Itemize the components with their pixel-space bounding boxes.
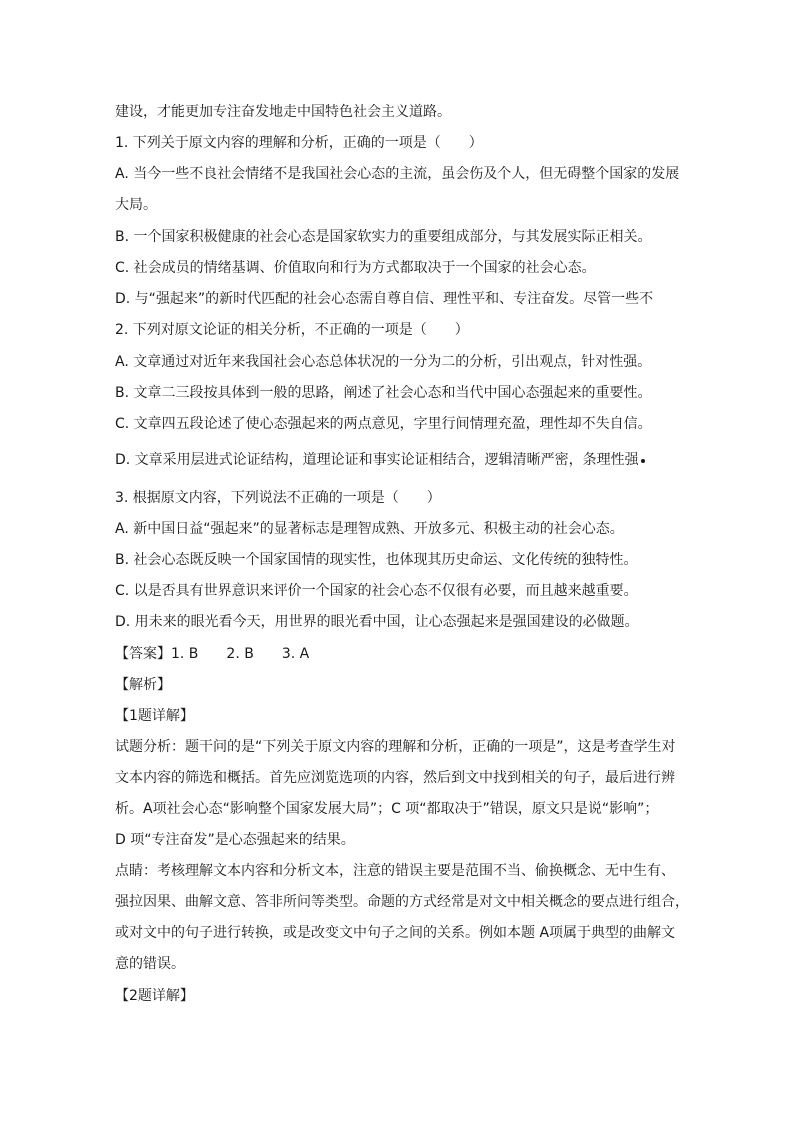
dianjing-line-1: 点睛：考核理解文本内容和分析文本，注意的错误主要是范围不当、偷换概念、无中生有、	[115, 863, 675, 879]
question-1-option-a-cont: 大局。	[115, 197, 157, 213]
question-1-option-a: A. 当今一些不良社会情绪不是我国社会心态的主流，虽会伤及个人，但无碍整个国家的发展	[115, 166, 680, 182]
question-3-option-d: D. 用未来的眼光看今天，用世界的眼光看中国，让心态强起来是强国建设的必做题。	[115, 614, 639, 630]
q2-detail-heading: 【2题详解】	[115, 988, 194, 1004]
q1-analysis-line-3: 析。A项社会心态“影响整个国家发展大局”；C 项“都取决于”错误，原文只是说“影响”；	[115, 801, 659, 817]
question-1-option-b: B. 一个国家积极健康的社会心态是国家软实力的重要组成部分，与其发展实际正相关。	[115, 229, 652, 245]
question-2-option-c: C. 文章四五段论述了使心态强起来的两点意见，字里行间情理充盈，理性却不失自信。	[115, 416, 652, 432]
question-3-option-a: A. 新中国日益“强起来”的显著标志是理智成熟、开放多元、积极主动的社会心态。	[115, 521, 624, 537]
q1-analysis-line-4: D 项“专注奋发”是心态强起来的结果。	[115, 832, 355, 848]
question-2-option-d: D. 文章采用层进式论证结构，道理论证和事实论证相结合，逻辑清晰严密，条理性强	[115, 452, 639, 468]
q1-analysis-line-2: 文本内容的筛选和概括。首先应浏览选项的内容，然后到文中找到相关的句子，最后进行辨	[115, 770, 675, 786]
answer-line: 【答案】1. B 2. B 3. A	[115, 646, 310, 662]
dianjing-line-2: 强拉因果、曲解文意、答非所问等类型。命题的方式经常是对文中相关概念的要点进行组合，	[115, 894, 689, 910]
dianjing-line-4: 意的错误。	[115, 956, 185, 972]
dianjing-line-3: 或对文中的句子进行转换，或是改变文中句子之间的关系。例如本题 A项属于典型的曲解文	[115, 925, 676, 941]
question-2-option-b: B. 文章二三段按具体到一般的思路，阐述了社会心态和当代中国心态强起来的重要性。	[115, 385, 652, 401]
analysis-heading: 【解析】	[115, 677, 171, 693]
question-1-option-d: D. 与“强起来”的新时代匹配的社会心态需自尊自信、理性平和、专注奋发。尽管一些不	[115, 291, 654, 307]
question-3-option-c: C. 以是否具有世界意识来评价一个国家的社会心态不仅很有必要，而且越来越重要。	[115, 583, 638, 599]
question-3-option-b: B. 社会心态既反映一个国家国情的现实性，也体现其历史命运、文化传统的独特性。	[115, 552, 638, 568]
q1-detail-heading: 【1题详解】	[115, 708, 194, 724]
q1-analysis-line-1: 试题分析：题干问的是“下列关于原文内容的理解和分析，正确的一项是”，这是考查学生对	[115, 739, 676, 755]
question-2-option-a: A. 文章通过对近年来我国社会心态总体状况的一分为二的分析，引出观点，针对性强。	[115, 354, 652, 370]
question-1-option-c: C. 社会成员的情绪基调、价值取向和行为方式都取决于一个国家的社会心态。	[115, 260, 596, 276]
text-line-continuation: 建设，才能更加专注奋发地走中国特色社会主义道路。	[115, 104, 451, 120]
question-1-stem: 1. 下列关于原文内容的理解和分析，正确的一项是（ ）	[115, 135, 483, 151]
question-3-stem: 3. 根据原文内容，下列说法不正确的一项是（ ）	[115, 490, 441, 506]
end-dot	[641, 459, 645, 463]
question-2-stem: 2. 下列对原文论证的相关分析，不正确的一项是（ ）	[115, 322, 469, 338]
